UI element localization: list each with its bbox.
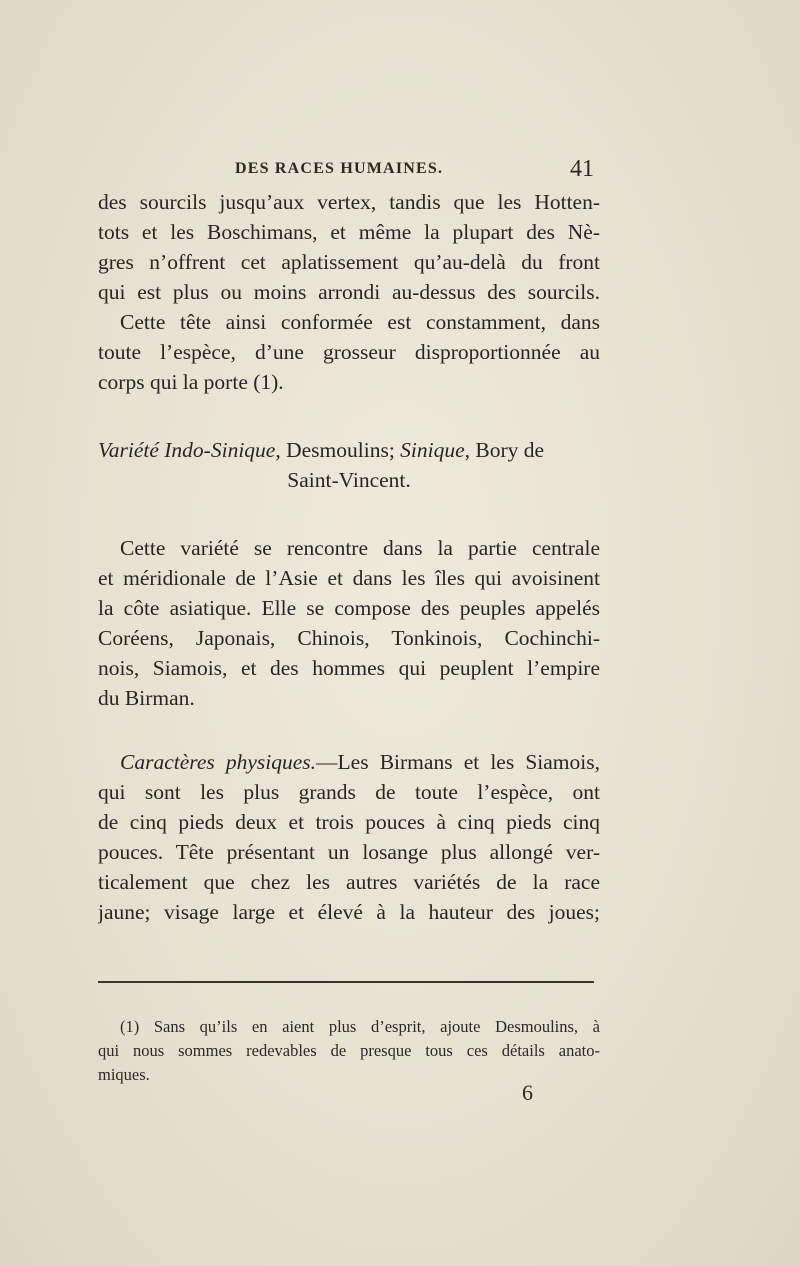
footnote-rule bbox=[98, 981, 594, 983]
text-line: tots et les Boschimans, et même la plupart des Nè- bbox=[98, 220, 600, 244]
text-line: la côte asiatique. Elle se compose des peuples appelés bbox=[98, 596, 600, 620]
section-heading bbox=[98, 435, 600, 465]
text-line: jaune; visage large et élevé à la hauteur des joues; bbox=[98, 900, 600, 924]
page-number: 41 bbox=[570, 156, 594, 182]
subsection-text: —Les Birmans et les Siamois, bbox=[316, 750, 600, 774]
text-line: Cette tête ainsi conformée est constamment, dans bbox=[120, 310, 600, 334]
text-line: qui est plus ou moins arrondi au-dessus des sourcils. bbox=[98, 280, 600, 304]
footnote bbox=[98, 1015, 600, 1087]
footnote-line: miques. bbox=[98, 1065, 150, 1084]
heading-author-2: , Bory de bbox=[464, 438, 545, 462]
text-line: pouces. Tête présentant un losange plus allongé ver- bbox=[98, 840, 600, 864]
subsection-label: Caractères physiques. bbox=[120, 750, 317, 774]
signature-mark: 6 bbox=[522, 1080, 533, 1105]
text-line bbox=[98, 747, 600, 777]
footnote-line: qui nous sommes redevables de presque tous ces détails anato- bbox=[98, 1041, 600, 1060]
text-line: nois, Siamois, et des hommes qui peuplent l’empire bbox=[98, 656, 600, 680]
footnote-line: (1) Sans qu’ils en aient plus d’esprit, ajoute Desmoulins, à bbox=[120, 1017, 600, 1036]
text-line: Cette variété se rencontre dans la partie centrale bbox=[120, 536, 600, 560]
text-line: du Birman. bbox=[98, 686, 195, 710]
text-line: de cinq pieds deux et trois pouces à cinq pieds cinq bbox=[98, 810, 600, 834]
text-line: Coréens, Japonais, Chinois, Tonkinois, Cochinchi- bbox=[98, 626, 600, 650]
text-line: corps qui la porte (1). bbox=[98, 370, 284, 394]
text-line: des sourcils jusqu’aux vertex, tandis que les Hotten- bbox=[98, 190, 600, 214]
main-text bbox=[98, 187, 600, 927]
text-line: qui sont les plus grands de toute l’espèce, ont bbox=[98, 780, 600, 804]
text-line: et méridionale de l’Asie et dans les îles qui avoisinent bbox=[98, 566, 600, 590]
section-heading-line-2: Saint-Vincent. bbox=[287, 468, 411, 492]
text-line: ticalement que chez les autres variétés de la race bbox=[98, 870, 600, 894]
text-line: toute l’espèce, d’une grosseur disproportionnée au bbox=[98, 340, 600, 364]
text-line: gres n’offrent cet aplatissement qu’au-delà du front bbox=[98, 250, 600, 274]
page-header bbox=[98, 156, 600, 186]
variety-alt-name: Sinique bbox=[400, 438, 465, 462]
variety-name: Variété Indo-Sinique bbox=[98, 438, 276, 462]
running-head: DES RACES HUMAINES. bbox=[235, 160, 444, 177]
heading-author: , Desmoulins; bbox=[275, 438, 401, 462]
